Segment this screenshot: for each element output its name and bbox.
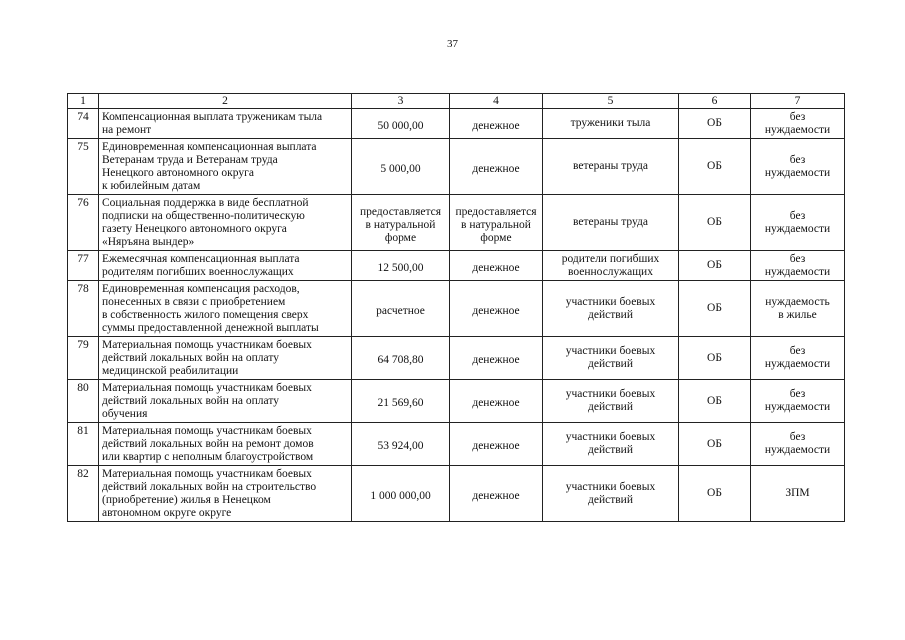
benefit-recipients: участники боевых действий (543, 466, 679, 522)
benefit-form: денежное (450, 139, 543, 195)
benefit-name: Единовременная компенсационная выплата Ветеранам труда и Ветеранам труда Ненецкого автономного округа к юбилейным датам (99, 139, 352, 195)
benefit-recipients: ветераны труда (543, 195, 679, 251)
table-row (68, 281, 845, 337)
row-number: 74 (68, 109, 99, 139)
benefit-amount: 64 708,80 (352, 337, 450, 380)
benefit-amount: 50 000,00 (352, 109, 450, 139)
eligibility-condition: без нуждаемости (751, 109, 845, 139)
table-body (68, 109, 845, 522)
eligibility-condition: нуждаемость в жилье (751, 281, 845, 337)
funding-source: ОБ (679, 466, 751, 522)
benefit-recipients: участники боевых действий (543, 337, 679, 380)
column-header: 5 (543, 94, 679, 109)
funding-source: ОБ (679, 281, 751, 337)
eligibility-condition: без нуждаемости (751, 251, 845, 281)
table-row (68, 139, 845, 195)
table-row (68, 466, 845, 522)
benefit-amount: 12 500,00 (352, 251, 450, 281)
benefit-form: денежное (450, 109, 543, 139)
table-row (68, 380, 845, 423)
funding-source: ОБ (679, 423, 751, 466)
table-row (68, 251, 845, 281)
column-header: 1 (68, 94, 99, 109)
eligibility-condition: ЗПМ (751, 466, 845, 522)
benefit-amount: предоставляется в натуральной форме (352, 195, 450, 251)
row-number: 79 (68, 337, 99, 380)
table-row (68, 337, 845, 380)
eligibility-condition: без нуждаемости (751, 139, 845, 195)
benefit-amount: 53 924,00 (352, 423, 450, 466)
row-number: 80 (68, 380, 99, 423)
table-row (68, 195, 845, 251)
benefit-recipients: участники боевых действий (543, 423, 679, 466)
benefit-form: денежное (450, 337, 543, 380)
page-number: 37 (447, 38, 458, 50)
eligibility-condition: без нуждаемости (751, 337, 845, 380)
funding-source: ОБ (679, 139, 751, 195)
eligibility-condition: без нуждаемости (751, 380, 845, 423)
benefit-recipients: родители погибших военнослужащих (543, 251, 679, 281)
funding-source: ОБ (679, 251, 751, 281)
benefit-recipients: участники боевых действий (543, 281, 679, 337)
benefit-form: предоставляется в натуральной форме (450, 195, 543, 251)
benefit-name: Социальная поддержка в виде бесплатной подписки на общественно-политическую газету Ненецкого автономного округа «Няръяна вындер» (99, 195, 352, 251)
benefit-amount: расчетное (352, 281, 450, 337)
benefit-name: Материальная помощь участникам боевых действий локальных войн на оплату медицинской реабилитации (99, 337, 352, 380)
benefit-form: денежное (450, 466, 543, 522)
row-number: 77 (68, 251, 99, 281)
row-number: 78 (68, 281, 99, 337)
benefit-amount: 1 000 000,00 (352, 466, 450, 522)
benefit-form: денежное (450, 423, 543, 466)
row-number: 76 (68, 195, 99, 251)
column-header: 2 (99, 94, 352, 109)
eligibility-condition: без нуждаемости (751, 423, 845, 466)
benefit-form: денежное (450, 281, 543, 337)
funding-source: ОБ (679, 195, 751, 251)
funding-source: ОБ (679, 337, 751, 380)
funding-source: ОБ (679, 109, 751, 139)
benefit-form: денежное (450, 251, 543, 281)
benefit-name: Ежемесячная компенсационная выплата родителям погибших военнослужащих (99, 251, 352, 281)
row-number: 82 (68, 466, 99, 522)
benefit-amount: 5 000,00 (352, 139, 450, 195)
benefit-recipients: участники боевых действий (543, 380, 679, 423)
benefit-amount: 21 569,60 (352, 380, 450, 423)
benefits-table (67, 93, 845, 522)
column-header: 7 (751, 94, 845, 109)
benefit-name: Единовременная компенсация расходов, понесенных в связи с приобретением в собственность жилого помещения сверх суммы предоставленной денежной выплаты (99, 281, 352, 337)
column-header: 3 (352, 94, 450, 109)
benefit-name: Компенсационная выплата труженикам тыла на ремонт (99, 109, 352, 139)
table-row (68, 109, 845, 139)
benefit-name: Материальная помощь участникам боевых действий локальных войн на ремонт домов или квартир с неполным благоустройством (99, 423, 352, 466)
benefit-recipients: ветераны труда (543, 139, 679, 195)
row-number: 75 (68, 139, 99, 195)
table-header-row (68, 94, 845, 109)
column-header: 6 (679, 94, 751, 109)
benefit-name: Материальная помощь участникам боевых действий локальных войн на строительство (приобретение) жилья в Ненецком автономном округе округе (99, 466, 352, 522)
row-number: 81 (68, 423, 99, 466)
benefit-recipients: труженики тыла (543, 109, 679, 139)
column-header: 4 (450, 94, 543, 109)
benefit-name: Материальная помощь участникам боевых действий локальных войн на оплату обучения (99, 380, 352, 423)
funding-source: ОБ (679, 380, 751, 423)
benefit-form: денежное (450, 380, 543, 423)
table-row (68, 423, 845, 466)
eligibility-condition: без нуждаемости (751, 195, 845, 251)
